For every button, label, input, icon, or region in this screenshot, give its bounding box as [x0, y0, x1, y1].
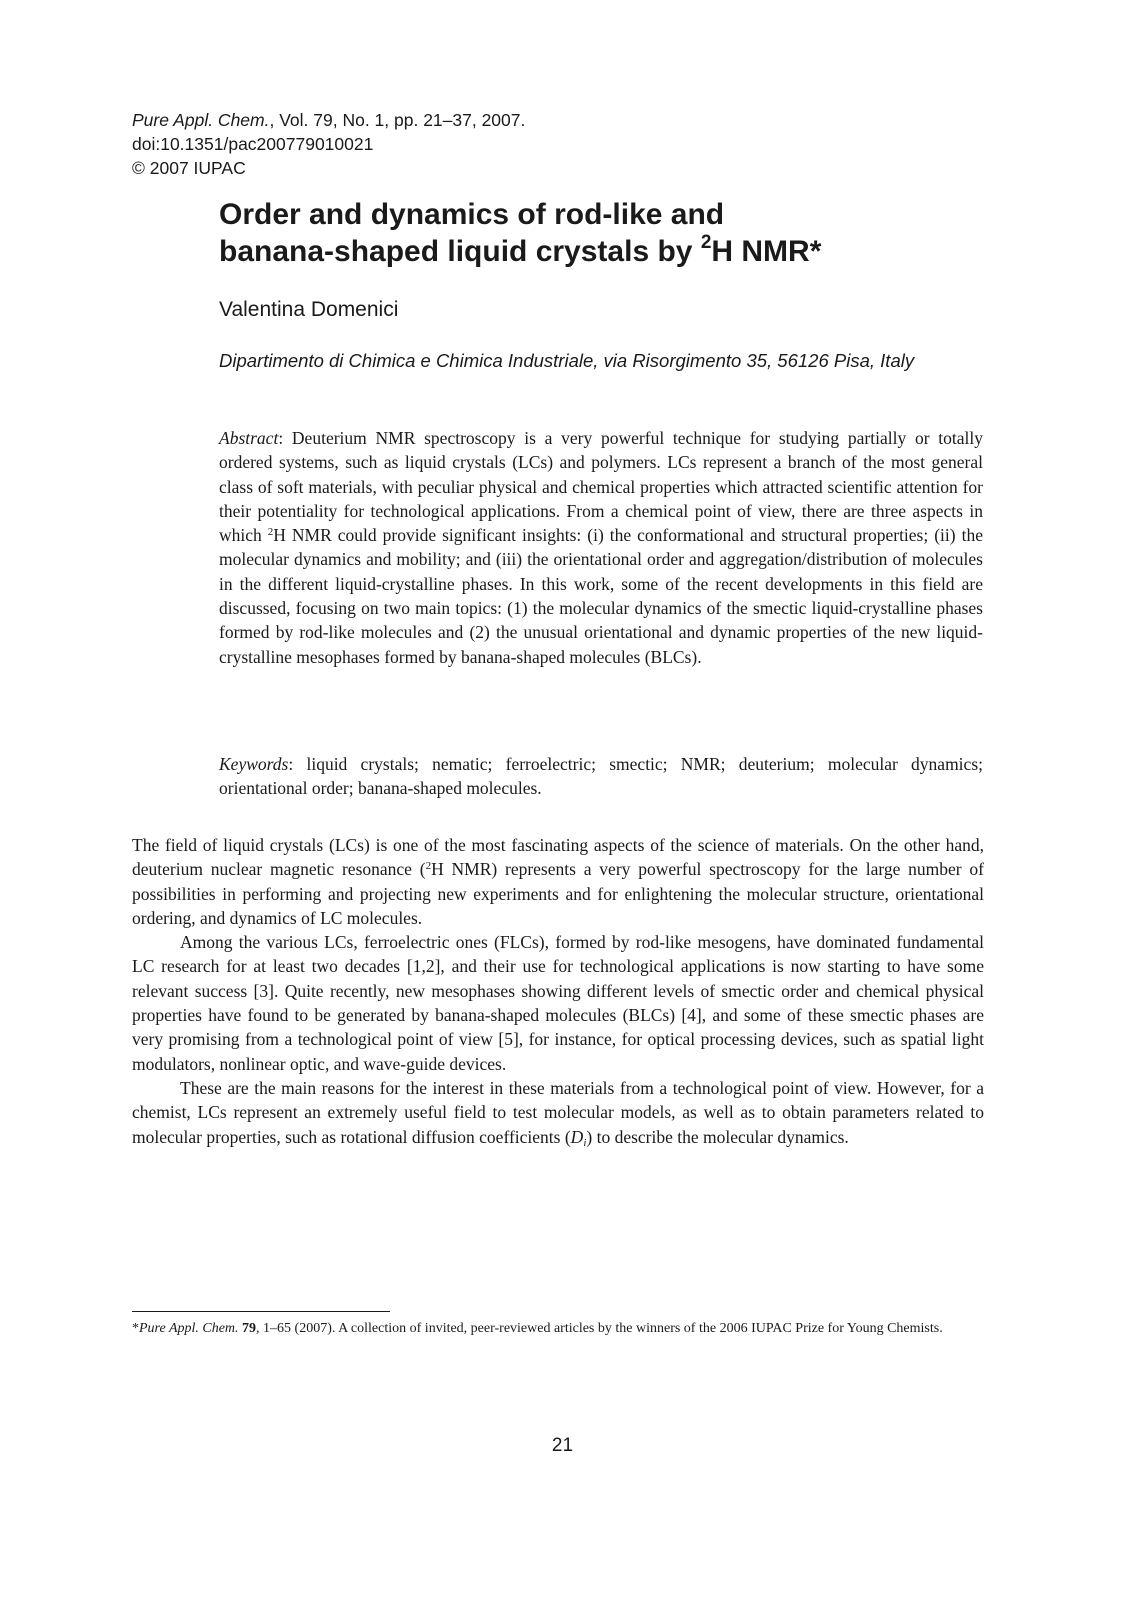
author-affiliation: Dipartimento di Chimica e Chimica Industriale, via Risorgimento 35, 56126 Pisa, Italy	[219, 350, 915, 371]
page-number: 21	[551, 1435, 574, 1456]
keywords-label: Keywords	[219, 754, 289, 774]
body-paragraph-1-superscript: 2	[425, 860, 432, 873]
footnote-volume: 79	[242, 1321, 257, 1336]
copyright-line: © 2007 IUPAC	[132, 158, 246, 178]
diffusion-subscript: i	[583, 1136, 587, 1149]
title-superscript: 2	[700, 232, 712, 253]
footnote-divider	[132, 1311, 390, 1312]
footnote-marker: *	[132, 1321, 139, 1336]
body-paragraph-3-part-1: These are the main reasons for the interest in these materials from a technological point of view. However, for a chemist, LCs represent an extremely useful field to test molecular models, as well as to obtain parameters related to molecular properties, such as rotational diffusion coefficients (	[132, 1077, 984, 1147]
body-paragraph-1	[132, 833, 984, 930]
body-paragraph-3	[132, 1076, 984, 1149]
title-line-2-start: banana-shaped liquid crystals by	[219, 235, 701, 268]
abstract-text-part-1: : Deuterium NMR spectroscopy is a very powerful technique for studying partially or totally ordered systems, such as liquid crystals (LCs) and polymers. LCs represent a branch of the most general class of soft materials, with peculiar physical and chemical properties which attracted scientific attention for their potentiality for technological applications. From a chemical point of view, there are three aspects in which	[219, 428, 983, 546]
body-paragraph-1-part-2: H NMR) represents a very powerful spectroscopy for the large number of possibilities in performing and projecting new experiments and for enlightening the molecular structure, orientational ordering, and dynamics of LC molecules.	[132, 859, 984, 928]
body-paragraph-2: Among the various LCs, ferroelectric ones (FLCs), formed by rod-like mesogens, have dominated fundamental LC research for at least two decades [1,2], and their use for technological applications is now starting to have some relevant success [3]. Quite recently, new mesophases showing different levels of smectic order and chemical physical properties have found to be generated by banana-shaped molecules (BLCs) [4], and some of these smectic phases are very promising from a technological point of view [5], for instance, for optical processing devices, such as spatial light modulators, nonlinear optic, and wave-guide devices.	[132, 932, 984, 1074]
title-line-2-end: H NMR*	[711, 235, 822, 268]
paper-title	[219, 196, 1019, 270]
citation-line	[132, 108, 525, 132]
body-text	[132, 833, 984, 1149]
footnote-text: , 1–65 (2007). A collection of invited, peer-reviewed articles by the winners of the 2006 IUPAC Prize for Young Chemists.	[256, 1321, 943, 1336]
author-name: Valentina Domenici	[219, 298, 399, 321]
footnote	[132, 1319, 984, 1339]
keywords	[219, 752, 983, 801]
title-line-1: Order and dynamics of rod-like and	[219, 198, 725, 231]
abstract-label: Abstract	[219, 428, 279, 448]
doi-line: doi:10.1351/pac200779010021	[132, 134, 374, 154]
body-paragraph-3-part-2: ) to describe the molecular dynamics.	[586, 1126, 849, 1147]
footnote-journal: Pure Appl. Chem.	[139, 1321, 239, 1336]
body-paragraph-1-part-1: The field of liquid crystals (LCs) is one of the most fascinating aspects of the science of materials. On the other hand, deuterium nuclear magnetic resonance (	[132, 835, 984, 880]
journal-name: Pure Appl. Chem.	[132, 110, 270, 130]
diffusion-symbol: D	[570, 1126, 584, 1147]
abstract-superscript: 2	[267, 526, 274, 539]
journal-header	[132, 108, 525, 180]
keywords-text: : liquid crystals; nematic; ferroelectric; smectic; NMR; deuterium; molecular dynamics; orientational order; banana-shaped molecules.	[219, 754, 983, 799]
citation-details: , Vol. 79, No. 1, pp. 21–37, 2007.	[269, 110, 526, 130]
abstract	[219, 426, 983, 669]
abstract-text-part-2: H NMR could provide significant insights: (i) the conformational and structural properties; (ii) the molecular dynamics and mobility; and (iii) the orientational order and aggregation/distribution of molecules in the different liquid-crystalline phases. In this work, some of the recent developments in this field are discussed, focusing on two main topics: (1) the molecular dynamics of the smectic liquid-crystalline phases formed by rod-like molecules and (2) the unusual orientational and dynamic properties of the new liquid-crystalline mesophases formed by banana-shaped molecules (BLCs).	[219, 525, 983, 667]
